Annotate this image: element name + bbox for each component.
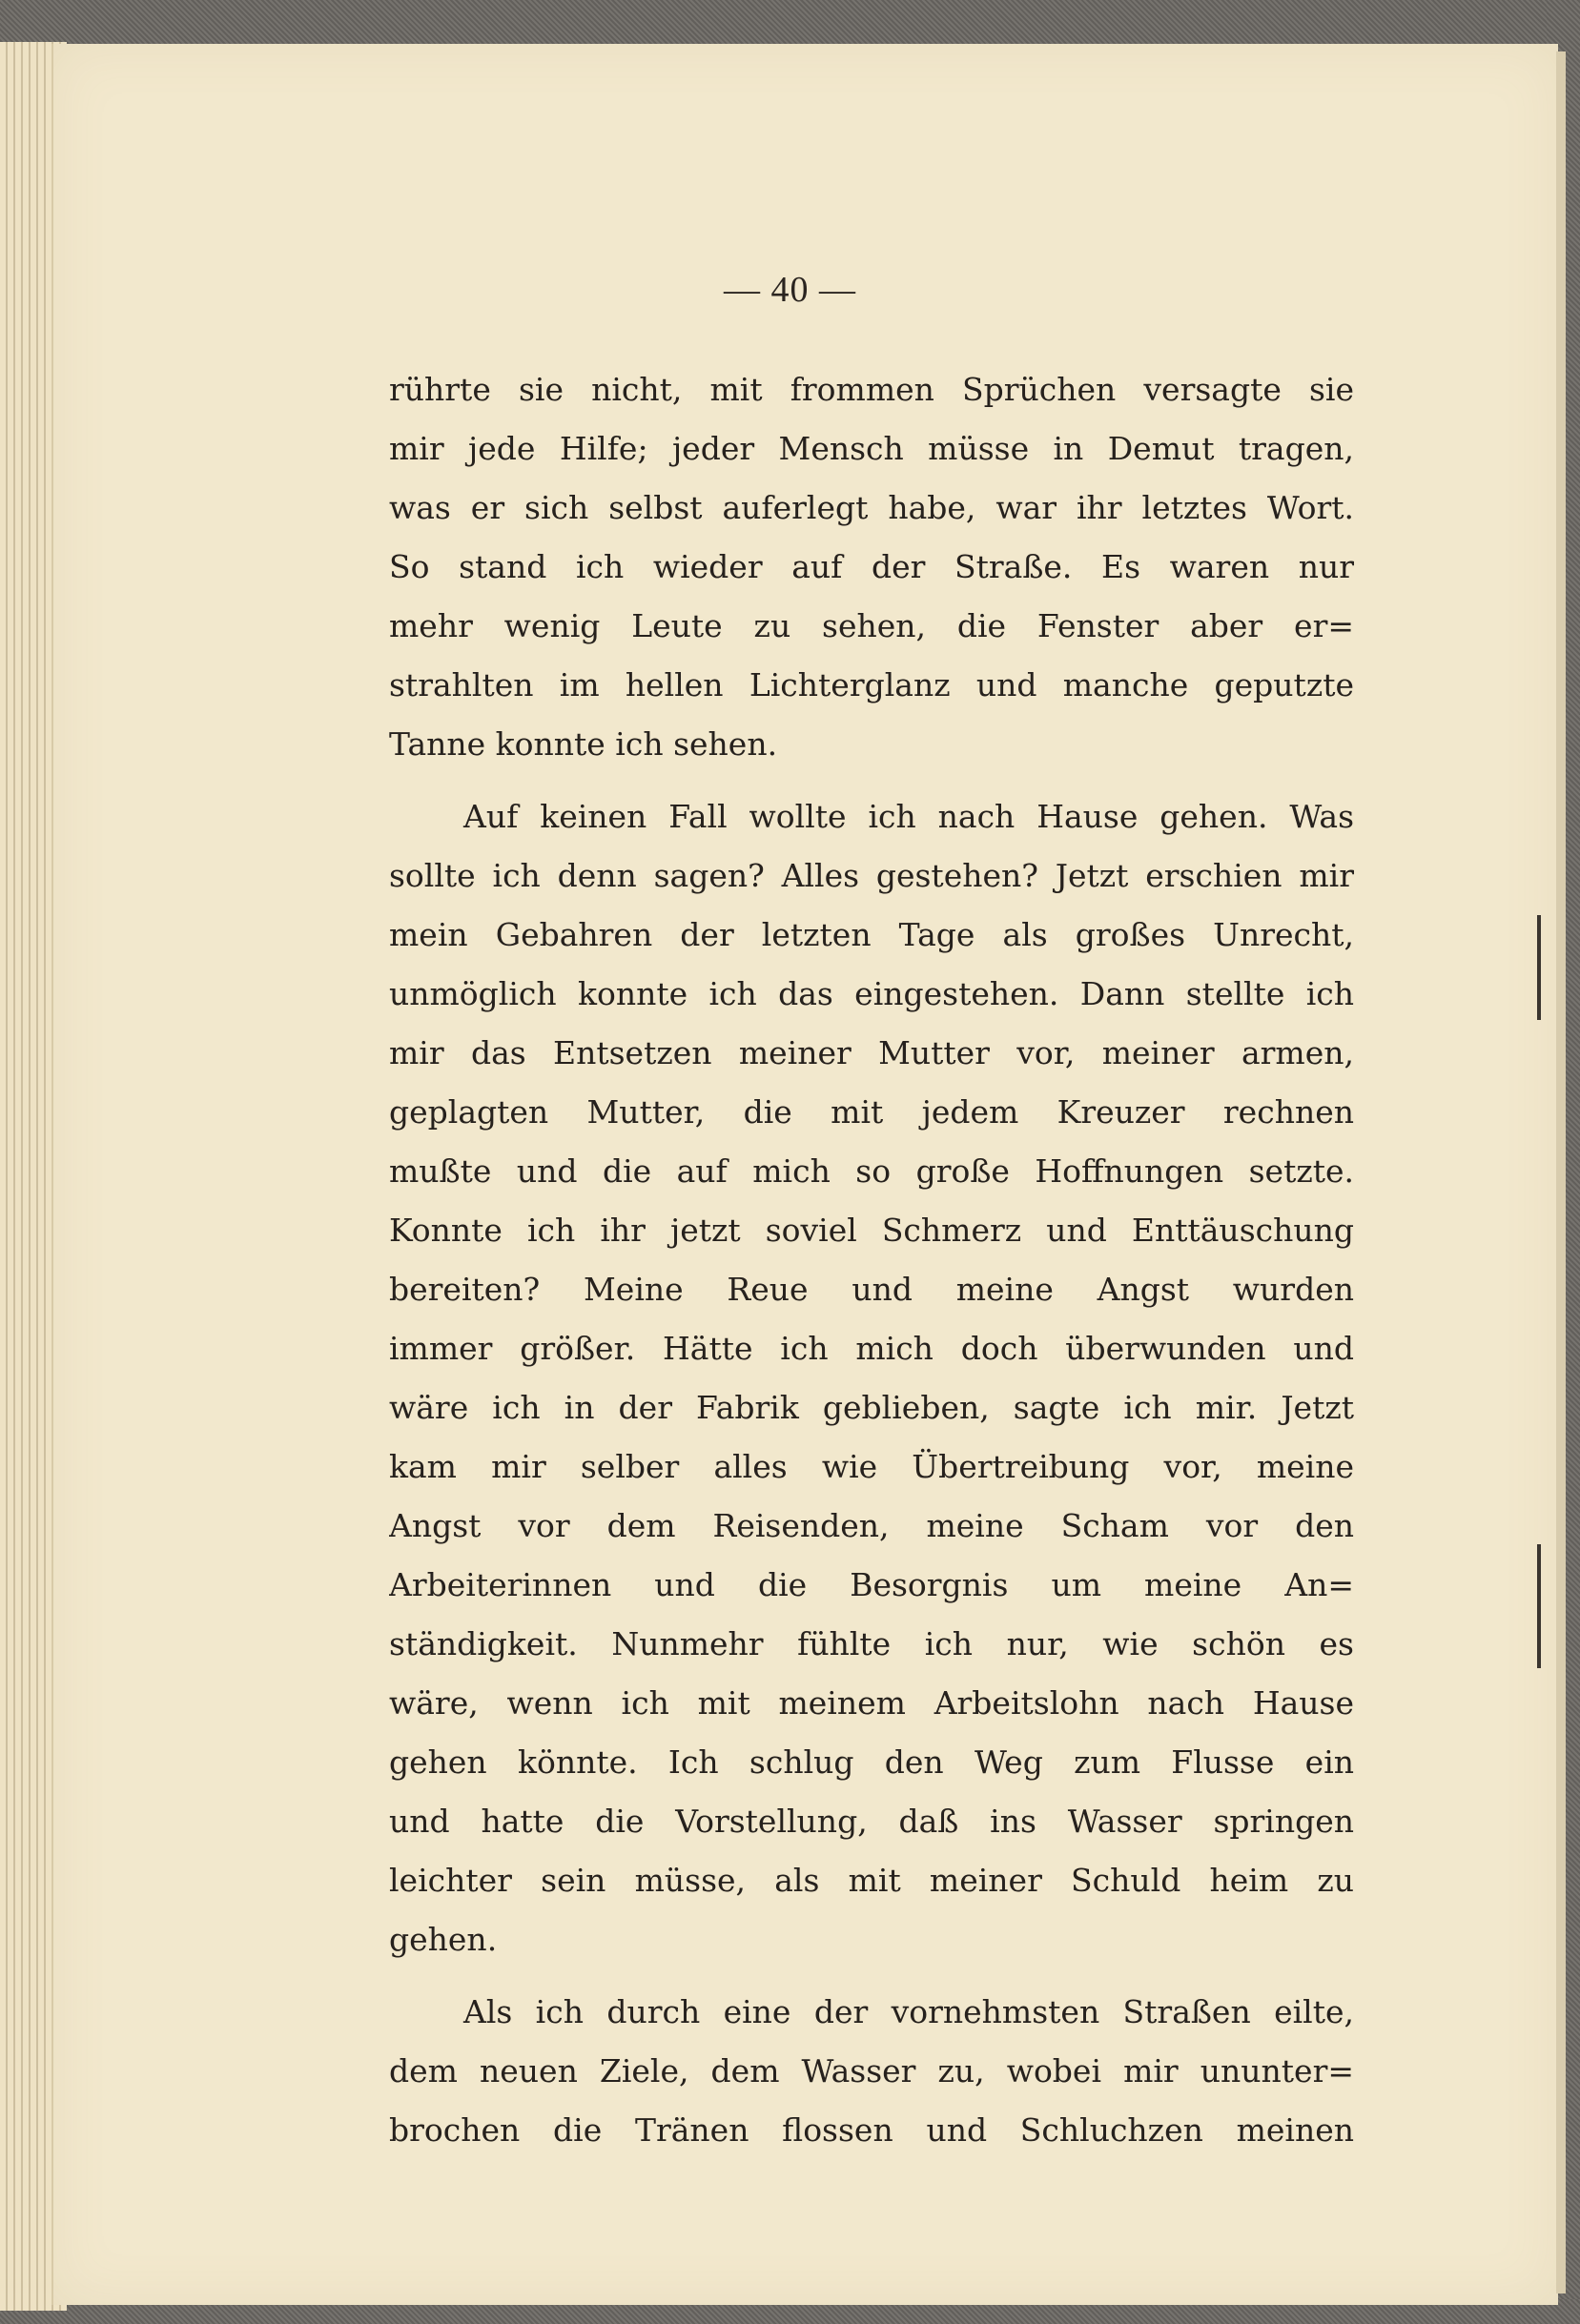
text-line: sollte ich denn sagen? Alles gestehen? Jetzt erschien mir: [389, 857, 1354, 894]
text-line: brochen die Tränen flossen und Schluchzen meinen: [389, 2111, 1354, 2149]
text-line: Konnte ich ihr jetzt soviel Schmerz und Enttäuschung: [389, 1212, 1354, 1249]
paragraph: [389, 360, 1354, 774]
text-line: Als ich durch eine der vornehmsten Straßen eilte,: [463, 1993, 1354, 2030]
body-text: [389, 360, 1354, 2160]
page-number: — 40 —: [724, 270, 856, 310]
text-line: dem neuen Ziele, dem Wasser zu, wobei mir ununter=: [389, 2052, 1354, 2090]
text-line: Arbeiterinnen und die Besorgnis um meine An=: [389, 1566, 1354, 1603]
text-line: was er sich selbst auferlegt habe, war ihr letztes Wort.: [389, 489, 1354, 526]
page-edge-mark: [1537, 1544, 1541, 1668]
text-line: immer größer. Hätte ich mich doch überwunden und: [389, 1330, 1354, 1367]
text-line: und hatte die Vorstellung, daß ins Wasser springen: [389, 1803, 1354, 1840]
text-line: Auf keinen Fall wollte ich nach Hause gehen. Was: [463, 798, 1354, 835]
text-line: mußte und die auf mich so große Hoffnungen setzte.: [389, 1152, 1354, 1190]
text-line: strahlten im hellen Lichterglanz und manche geputzte: [389, 666, 1354, 703]
text-line: kam mir selber alles wie Übertreibung vor, meine: [389, 1448, 1354, 1485]
text-line: gehen.: [389, 1921, 498, 1958]
text-line: Tanne konnte ich sehen.: [389, 725, 778, 763]
text-line: gehen könnte. Ich schlug den Weg zum Flusse ein: [389, 1743, 1354, 1781]
paragraph: [389, 1983, 1354, 2160]
text-line: unmöglich konnte ich das eingestehen. Dann stellte ich: [389, 975, 1354, 1012]
text-line: leichter sein müsse, als mit meiner Schuld heim zu: [389, 1862, 1354, 1899]
text-line: bereiten? Meine Reue und meine Angst wurden: [389, 1271, 1354, 1308]
paragraph: [389, 787, 1354, 1969]
text-line: ständigkeit. Nunmehr fühlte ich nur, wie schön es: [389, 1625, 1354, 1662]
text-line: mehr wenig Leute zu sehen, die Fenster aber er=: [389, 607, 1354, 644]
text-line: So stand ich wieder auf der Straße. Es waren nur: [389, 548, 1354, 585]
text-line: rührte sie nicht, mit frommen Sprüchen versagte sie: [389, 371, 1354, 408]
text-line: mir das Entsetzen meiner Mutter vor, meiner armen,: [389, 1034, 1354, 1071]
text-line: Angst vor dem Reisenden, meine Scham vor den: [389, 1507, 1354, 1544]
page-fore-edge: [1556, 51, 1566, 2293]
text-line: mein Gebahren der letzten Tage als großes Unrecht,: [389, 916, 1354, 953]
text-line: geplagten Mutter, die mit jedem Kreuzer rechnen: [389, 1093, 1354, 1131]
text-line: wäre, wenn ich mit meinem Arbeitslohn nach Hause: [389, 1684, 1354, 1722]
text-line: wäre ich in der Fabrik geblieben, sagte ich mir. Jetzt: [389, 1389, 1354, 1426]
page-edge-mark: [1537, 915, 1541, 1020]
book-cover-top: [0, 0, 1580, 50]
text-line: mir jede Hilfe; jeder Mensch müsse in Demut tragen,: [389, 430, 1354, 467]
